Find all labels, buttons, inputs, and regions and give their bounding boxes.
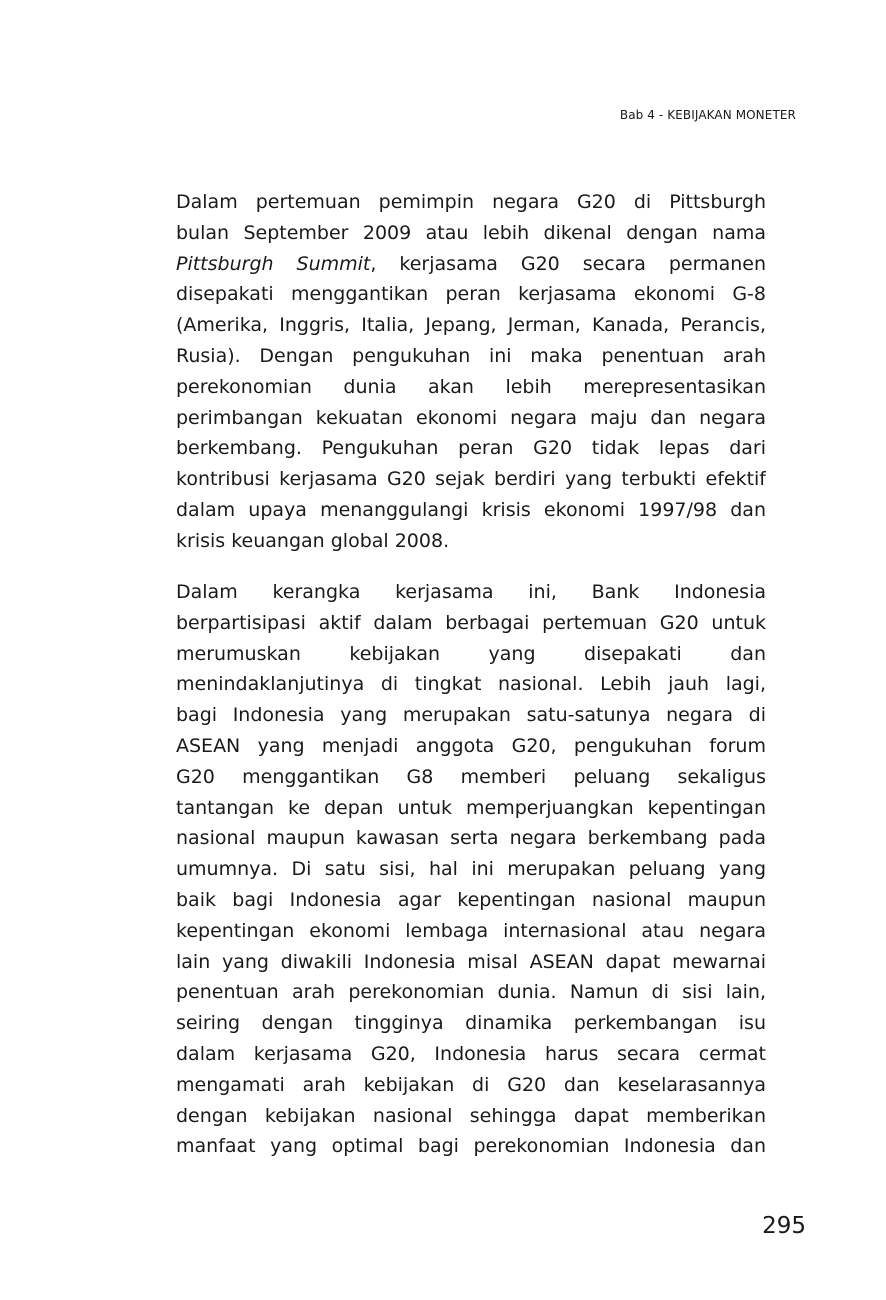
text-line: penentuan arah perekonomian dunia. Namun di sisi lain, <box>176 981 766 1004</box>
text-line: baik bagi Indonesia agar kepentingan nasional maupun <box>176 888 766 911</box>
text-line: berkembang. Pengukuhan peran G20 tidak lepas dari <box>176 437 766 460</box>
text-line: manfaat yang optimal bagi perekonomian Indonesia dan <box>176 1135 766 1158</box>
text-line: ASEAN yang menjadi anggota G20, pengukuhan forum <box>176 734 766 757</box>
text-line: lain yang diwakili Indonesia misal ASEAN dapat mewarnai <box>176 950 766 973</box>
paragraph-2 <box>176 577 766 1162</box>
text-line: perimbangan kekuatan ekonomi negara maju dan negara <box>176 406 766 429</box>
text-line: seiring dengan tingginya dinamika perkembangan isu <box>176 1012 766 1035</box>
text-line: menindaklanjutinya di tingkat nasional. Lebih jauh lagi, <box>176 673 766 696</box>
text-line: mengamati arah kebijakan di G20 dan keselarasannya <box>176 1073 766 1096</box>
text-line: merumuskan kebijakan yang disepakati dan <box>176 642 766 665</box>
italic-term: Pittsburgh Summit <box>176 252 371 275</box>
text-line: tantangan ke depan untuk memperjuangkan kepentingan <box>176 796 766 819</box>
running-header: Bab 4 - KEBIJAKAN MONETER <box>619 108 796 122</box>
text-line: berpartisipasi aktif dalam berbagai pertemuan G20 untuk <box>176 611 766 634</box>
text-line: dalam upaya menanggulangi krisis ekonomi 1997/98 dan <box>176 498 766 521</box>
text-line: Dalam pertemuan pemimpin negara G20 di Pittsburgh <box>176 191 766 213</box>
text-line: nasional maupun kawasan serta negara berkembang pada <box>176 827 766 850</box>
text-line-with-italic: Pittsburgh Summit, kerjasama G20 secara permanen <box>176 252 766 275</box>
text-line: Rusia). Dengan pengukuhan ini maka penentuan arah <box>176 344 766 367</box>
text-line: Dalam kerangka kerjasama ini, Bank Indonesia <box>176 581 766 603</box>
text-line: G20 menggantikan G8 memberi peluang sekaligus <box>176 765 766 788</box>
text-line: bulan September 2009 atau lebih dikenal dengan nama <box>176 221 766 244</box>
text-line: dalam kerjasama G20, Indonesia harus secara cermat <box>176 1042 766 1065</box>
text-line: (Amerika, Inggris, Italia, Jepang, Jerman, Kanada, Perancis, <box>176 314 766 337</box>
text-line: bagi Indonesia yang merupakan satu-satunya negara di <box>176 704 766 727</box>
text-line: krisis keuangan global 2008. <box>176 529 450 552</box>
text-line: dengan kebijakan nasional sehingga dapat memberikan <box>176 1104 766 1127</box>
text-line: kepentingan ekonomi lembaga internasional atau negara <box>176 919 766 942</box>
text-line: perekonomian dunia akan lebih merepresentasikan <box>176 375 766 398</box>
page-number: 295 <box>762 1213 806 1239</box>
text-line: kontribusi kerjasama G20 sejak berdiri yang terbukti efektif <box>176 468 766 491</box>
text-line: umumnya. Di satu sisi, hal ini merupakan peluang yang <box>176 858 766 881</box>
text-line-rest: kerjasama G20 secara permanen <box>399 252 766 275</box>
text-line: disepakati menggantikan peran kerjasama ekonomi G-8 <box>176 283 766 306</box>
paragraph-1 <box>176 187 766 557</box>
